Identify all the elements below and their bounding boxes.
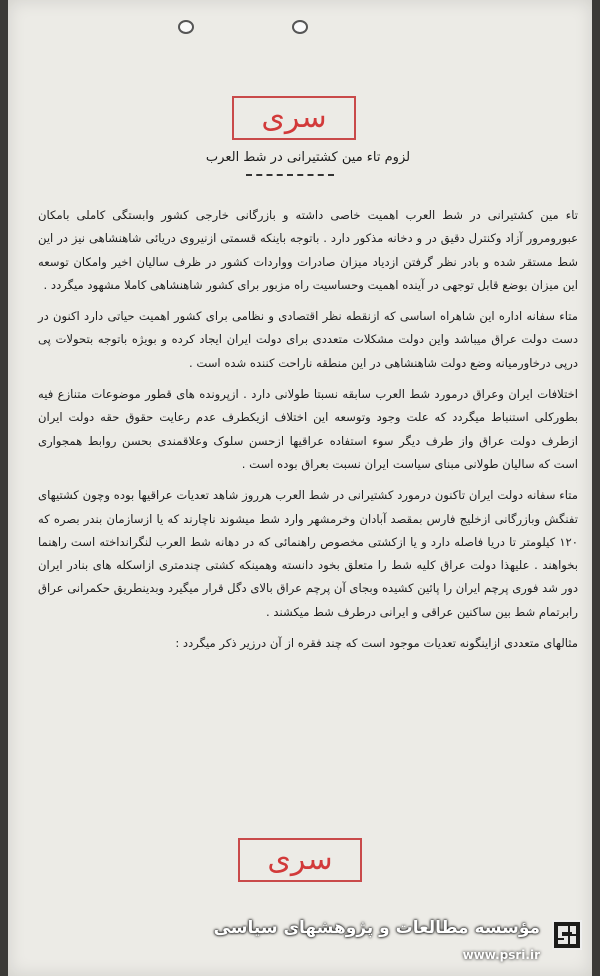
paragraph-5: مثالهای متعددی ازاینگونه تعدیات موجود است که چند فقره از آن درزیر ذکر میگردد : bbox=[175, 636, 578, 651]
paragraph-2: متاء سفانه اداره این شاهراه اساسی که ازنقطه نظر اقتصادی و نظامی برای کشور اهمیت حیاتی دارد اکنون در دست دولت عراق میباشد واین دولت مشکلات متعددی برای دولت ایران ایجاد کرده و بویژه باتوجه بتحولات پی درپی درخاورمیانه وضع دولت شاهنشاهی در این منطقه ناراحت کننده شده است . bbox=[38, 309, 578, 370]
classification-stamp-top: سری bbox=[232, 96, 356, 140]
paragraph-3: اختلافات ایران وعراق درمورد شط العرب سابقه نسبتا طولانی دارد . ازپرونده های قطور موضوعات متنازع فیه بطورکلی استنباط میگردد که علت وجود وتوسعه این اختلاف ازیکطرف عدم رعایت حقوق حقه دولت ایران ازطرف دولت عراق واز طرف دیگر سوء استفاده عراقیها ازحسن سلوک وعلاقمندی بحسن روابط همجواری است که سالیان طولانی مبنای سیاست ایران نسبت بعراق بوده است . bbox=[38, 387, 578, 471]
paragraph-4: متاء سفانه دولت ایران تاکنون درمورد کشتیرانی در شط العرب هرروز شاهد تعدیات عراقیها بوده وچون کشتیهای تفنگش وبازرگانی ازخلیج فارس بمقصد آبادان وخرمشهر وارد شط میشوند ناچارند که یا ازسازمان بندر بصره که ۱۲۰ کیلومتر تا دریا فاصله دارد و یا ازکشتی مخصوص راهنمائی که در دهانه شط العرب لنگرانداخته است راهنما بخواهند . علیهذا دولت عراق کلیه شط را متعلق بخود دانسته وهمینکه کشتی چندمتری ازاسکله های بنادر ایران دور شد فوری پرچم ایران را پائین کشیده وبجای آن پرچم عراق بالای دگل قرار میگیرد وبدینطریق حکمرانی عراق رابرتمام شط بین ساکنین عراقی و ایرانی درطرف شط میکشند . bbox=[38, 488, 578, 619]
watermark-name: مؤسسه مطالعات و پژوهشهای سیاسی bbox=[213, 918, 540, 938]
document-title: لزوم تاء مین کشتیرانی در شط العرب bbox=[205, 150, 411, 165]
watermark-url: www.psri.ir bbox=[462, 948, 540, 962]
paragraph-1: تاء مین کشتیرانی در شط العرب اهمیت خاصی داشته و بازرگانی خارجی کشور وابستگی کاملی بامکان عبورومرور آزاد وکنترل دقیق در و دخانه مذکور دارد . باتوجه باینکه قسمتی ازنیروی دریائی شاهنشاهی نیز در این شط مستقر شده و بادر نظر گرفتن ازدیاد میزان صادرات وواردات کشور در ظرف سالیان اخیر وامکان توسعه این میزان بوضع قابل توجهی در آینده اهمیت وحساسیت راه مزبور برای کشور شاهنشاهی کاملا مشهود میگردد . bbox=[38, 208, 578, 292]
paper-sheet bbox=[8, 0, 592, 976]
document-body bbox=[38, 204, 578, 663]
title-underline bbox=[246, 174, 334, 176]
watermark bbox=[213, 916, 588, 970]
punch-hole-right bbox=[292, 20, 308, 34]
classification-stamp-bottom: سری bbox=[238, 838, 362, 882]
punch-hole-left bbox=[178, 20, 194, 34]
psri-logo-icon bbox=[552, 920, 582, 950]
